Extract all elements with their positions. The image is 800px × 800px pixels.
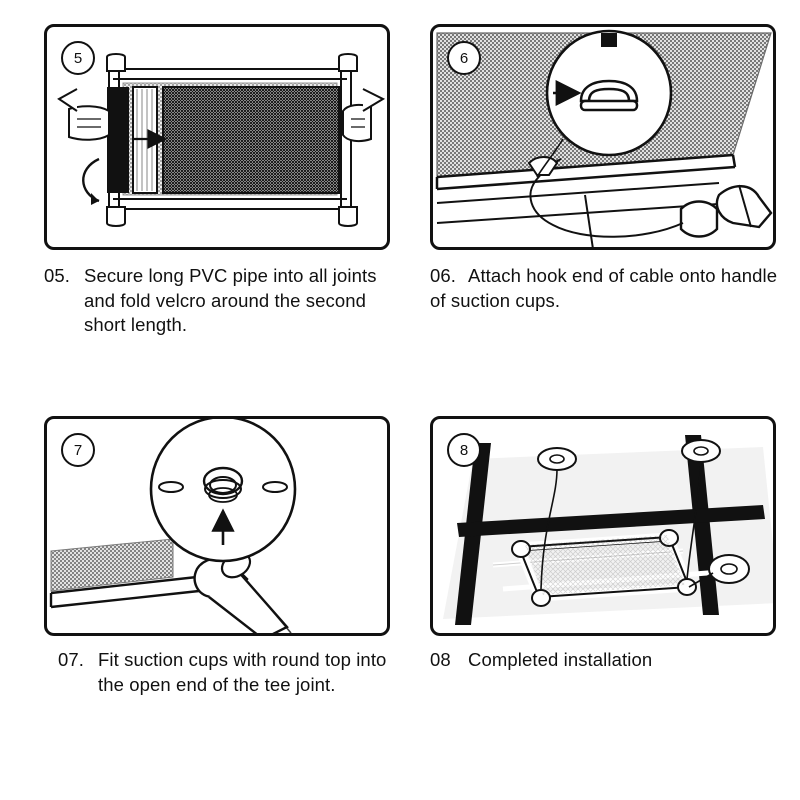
caption-text-5: Secure long PVC pipe into all joints and fold velcro around the second short length.	[84, 265, 377, 336]
caption-step-6	[430, 264, 780, 313]
caption-number-7: 07.	[58, 649, 85, 670]
figure-step-7-drawing	[47, 419, 390, 636]
caption-step-5	[44, 264, 390, 338]
figure-step-8-drawing	[433, 419, 776, 636]
step-badge-5: 5	[61, 41, 95, 75]
figure-step-6	[430, 24, 776, 250]
figure-step-6-drawing	[433, 27, 776, 250]
panel-step-5	[44, 24, 390, 334]
caption-step-7	[58, 648, 398, 697]
panel-step-7	[44, 416, 390, 716]
caption-number-6: 06.	[430, 265, 457, 286]
caption-number-8: 08	[430, 649, 451, 670]
figure-step-7	[44, 416, 390, 636]
panel-step-8	[430, 416, 776, 716]
caption-step-8	[430, 648, 776, 673]
caption-number-5: 05.	[44, 265, 71, 286]
caption-text-6: Attach hook end of cable onto handle of suction cups.	[430, 265, 778, 311]
figure-step-5-drawing	[47, 27, 390, 250]
step-badge-6: 6	[447, 41, 481, 75]
caption-text-8: Completed installation	[468, 649, 653, 670]
panel-step-6	[430, 24, 776, 334]
step-badge-8: 8	[447, 433, 481, 467]
figure-step-8	[430, 416, 776, 636]
caption-text-7: Fit suction cups with round top into the open end of the tee joint.	[98, 649, 387, 695]
step-badge-7: 7	[61, 433, 95, 467]
figure-step-5	[44, 24, 390, 250]
